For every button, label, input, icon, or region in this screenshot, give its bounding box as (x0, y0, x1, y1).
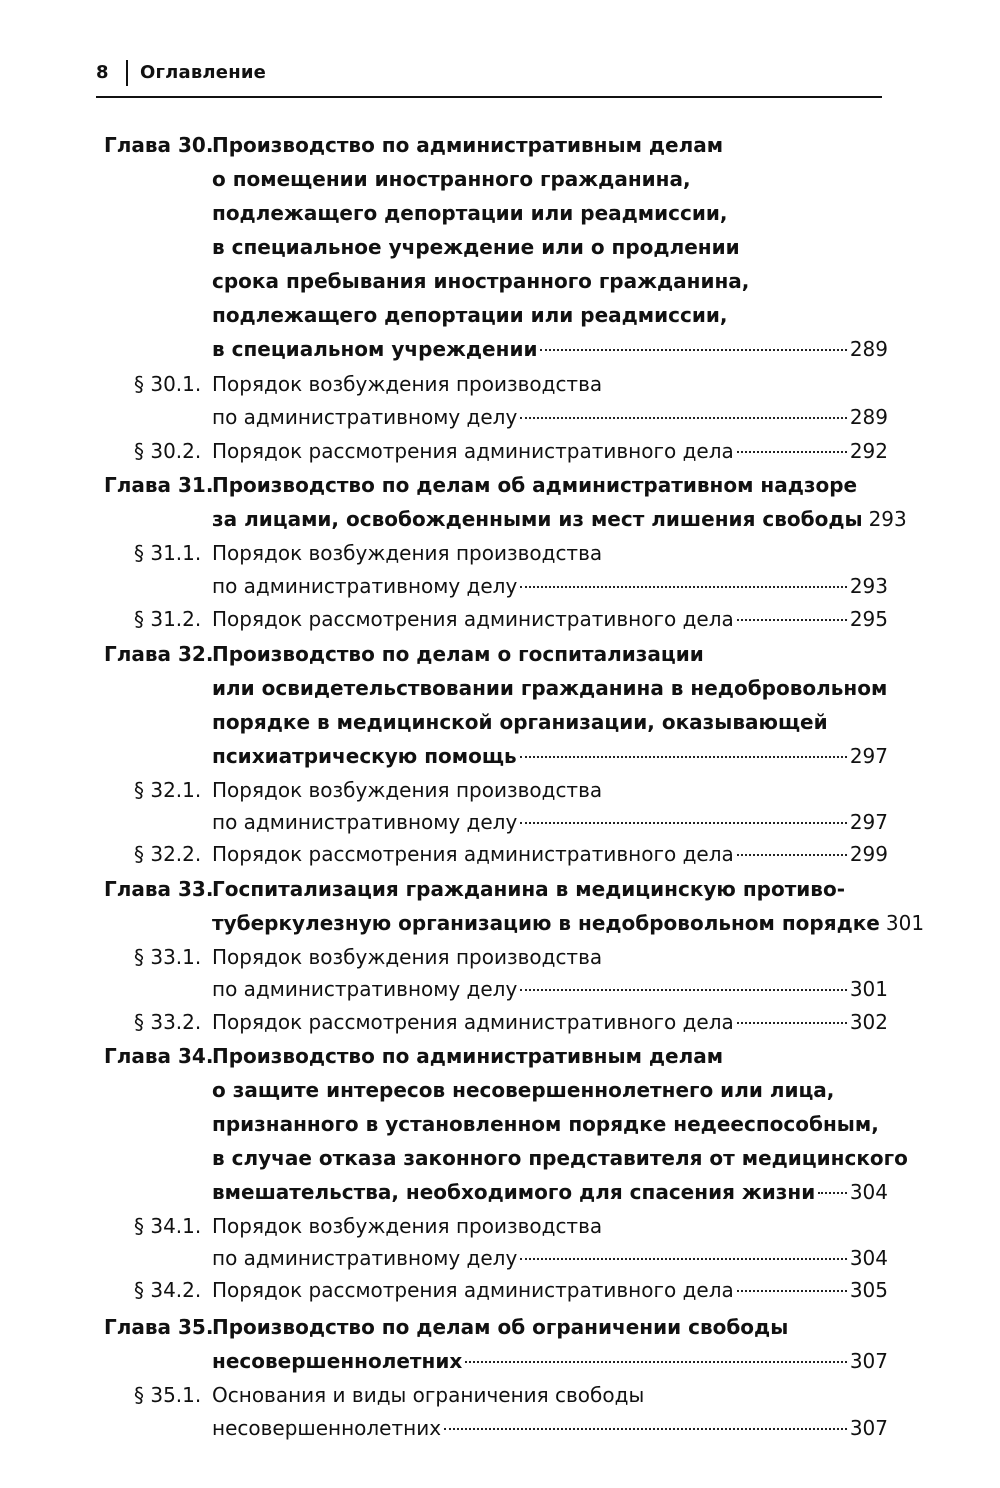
section-entry-last-line[interactable] (212, 401, 888, 433)
section-title-line: по административному делу (212, 405, 518, 429)
chapter-entry-last-line[interactable] (212, 1176, 888, 1208)
dot-leader (520, 416, 847, 419)
dot-leader (520, 988, 847, 991)
page-ref: 289 (849, 405, 888, 429)
chapter-title-line[interactable]: Производство по делам об административном надзоре (212, 473, 858, 497)
chapter-title-line[interactable]: подлежащего депортации или реадмиссии, (212, 201, 728, 225)
section-entry-last-line[interactable] (212, 1412, 888, 1444)
section-label[interactable]: § 32.1. (134, 778, 202, 802)
page-ref: 307 (849, 1349, 888, 1373)
chapter-entry-last-line[interactable] (212, 333, 888, 365)
chapter-title-line[interactable]: порядке в медицинской организации, оказывающей (212, 710, 828, 734)
page-ref: 293 (868, 507, 907, 531)
chapter-title-line[interactable]: в специальное учреждение или о продлении (212, 235, 740, 259)
section-title-line: по административному делу (212, 810, 518, 834)
chapter-title-line: за лицами, освобожденными из мест лишения свободы (212, 507, 863, 531)
section-label[interactable]: § 34.2. (134, 1278, 202, 1302)
chapter-label[interactable]: Глава 30. (104, 133, 214, 157)
section-title-line: Порядок рассмотрения административного дела (212, 1278, 734, 1302)
section-title-line[interactable]: Порядок возбуждения производства (212, 372, 603, 396)
chapter-title-line[interactable]: Производство по административным делам (212, 1044, 724, 1068)
section-title-line[interactable]: Основания и виды ограничения свободы (212, 1383, 645, 1407)
chapter-title-line[interactable]: о защите интересов несовершеннолетнего или лица, (212, 1078, 835, 1102)
page-ref: 297 (849, 810, 888, 834)
header-divider (126, 60, 128, 86)
chapter-title-line: психиатрическую помощь (212, 744, 517, 768)
section-label[interactable]: § 35.1. (134, 1383, 202, 1407)
dot-leader (520, 1257, 847, 1260)
chapter-label[interactable]: Глава 34. (104, 1044, 214, 1068)
page-ref: 293 (849, 574, 888, 598)
chapter-title-line[interactable]: Производство по делам о госпитализации (212, 642, 704, 666)
section-label[interactable]: § 30.2. (134, 439, 202, 463)
chapter-label[interactable]: Глава 35. (104, 1315, 214, 1339)
section-title-line[interactable]: Порядок возбуждения производства (212, 541, 603, 565)
page-ref: 302 (849, 1010, 888, 1034)
section-entry-last-line[interactable] (212, 1242, 888, 1274)
dot-leader (520, 821, 847, 824)
chapter-title-line[interactable]: или освидетельствовании гражданина в недобровольном (212, 676, 888, 700)
chapter-title-line[interactable]: подлежащего депортации или реадмиссии, (212, 303, 728, 327)
section-entry-last-line[interactable] (212, 570, 888, 602)
section-entry-last-line[interactable] (212, 603, 888, 635)
running-header (96, 60, 882, 98)
chapter-title-line[interactable]: срока пребывания иностранного гражданина, (212, 269, 750, 293)
section-label[interactable]: § 33.2. (134, 1010, 202, 1034)
page-ref: 301 (885, 911, 925, 935)
section-label[interactable]: § 31.2. (134, 607, 202, 631)
section-title-line: по административному делу (212, 574, 518, 598)
page-ref: 301 (849, 977, 888, 1001)
section-title-line: по административному делу (212, 1246, 518, 1270)
chapter-title-line: в специальном учреждении (212, 337, 538, 361)
dot-leader (520, 585, 847, 588)
dot-leader (737, 1289, 847, 1292)
dot-leader (737, 853, 847, 856)
page-ref: 304 (849, 1180, 888, 1204)
page-ref: 305 (849, 1278, 888, 1302)
chapter-entry-last-line[interactable] (212, 503, 907, 535)
page-ref: 292 (849, 439, 888, 463)
page-ref: 304 (849, 1246, 888, 1270)
chapter-title-line: несовершеннолетних (212, 1349, 463, 1373)
section-title-line: по административному делу (212, 977, 518, 1001)
dot-leader (818, 1191, 847, 1194)
section-label[interactable]: § 34.1. (134, 1214, 202, 1238)
section-label[interactable]: § 31.1. (134, 541, 202, 565)
dot-leader (737, 1021, 847, 1024)
dot-leader (520, 755, 847, 758)
section-entry-last-line[interactable] (212, 838, 888, 870)
page-ref: 289 (849, 337, 888, 361)
page-ref: 297 (849, 744, 888, 768)
chapter-title-line[interactable]: признанного в установленном порядке недееспособным, (212, 1112, 879, 1136)
section-label[interactable]: § 32.2. (134, 842, 202, 866)
dot-leader (444, 1427, 847, 1430)
chapter-label[interactable]: Глава 31. (104, 473, 214, 497)
chapter-title-line[interactable]: Производство по делам об ограничении свободы (212, 1315, 789, 1339)
section-label[interactable]: § 30.1. (134, 372, 202, 396)
section-title-line[interactable]: Порядок возбуждения производства (212, 778, 603, 802)
section-title-line[interactable]: Порядок возбуждения производства (212, 1214, 603, 1238)
header-title: Оглавление (140, 62, 267, 83)
chapter-title-line: вмешательства, необходимого для спасения жизни (212, 1180, 816, 1204)
section-label[interactable]: § 33.1. (134, 945, 202, 969)
section-title-line: Порядок рассмотрения административного дела (212, 439, 734, 463)
chapter-label[interactable]: Глава 32. (104, 642, 214, 666)
chapter-entry-last-line[interactable] (212, 1345, 888, 1377)
page-ref: 307 (849, 1416, 888, 1440)
section-title-line: Порядок рассмотрения административного дела (212, 607, 734, 631)
page-ref: 299 (849, 842, 888, 866)
section-entry-last-line[interactable] (212, 1006, 888, 1038)
section-entry-last-line[interactable] (212, 973, 888, 1005)
chapter-title-line[interactable]: в случае отказа законного представителя от медицинского (212, 1146, 908, 1170)
chapter-entry-last-line[interactable] (212, 907, 925, 939)
section-title-line: Порядок рассмотрения административного дела (212, 1010, 734, 1034)
section-title-line: Порядок рассмотрения административного дела (212, 842, 734, 866)
section-title-line[interactable]: Порядок возбуждения производства (212, 945, 603, 969)
dot-leader (737, 450, 847, 453)
chapter-title-line[interactable]: Госпитализация гражданина в медицинскую противо- (212, 877, 846, 901)
page-ref: 295 (849, 607, 888, 631)
dot-leader (540, 348, 846, 351)
dot-leader (465, 1360, 847, 1363)
section-entry-last-line[interactable] (212, 435, 888, 467)
chapter-title-line[interactable]: о помещении иностранного гражданина, (212, 167, 691, 191)
section-title-line: несовершеннолетних (212, 1416, 442, 1440)
chapter-title-line[interactable]: Производство по административным делам (212, 133, 724, 157)
chapter-entry-last-line[interactable] (212, 740, 888, 772)
chapter-title-line: туберкулезную организацию в недобровольном порядке (212, 911, 880, 935)
section-entry-last-line[interactable] (212, 1274, 888, 1306)
chapter-label[interactable]: Глава 33. (104, 877, 214, 901)
page-number: 8 (96, 62, 109, 83)
section-entry-last-line[interactable] (212, 806, 888, 838)
dot-leader (737, 618, 847, 621)
